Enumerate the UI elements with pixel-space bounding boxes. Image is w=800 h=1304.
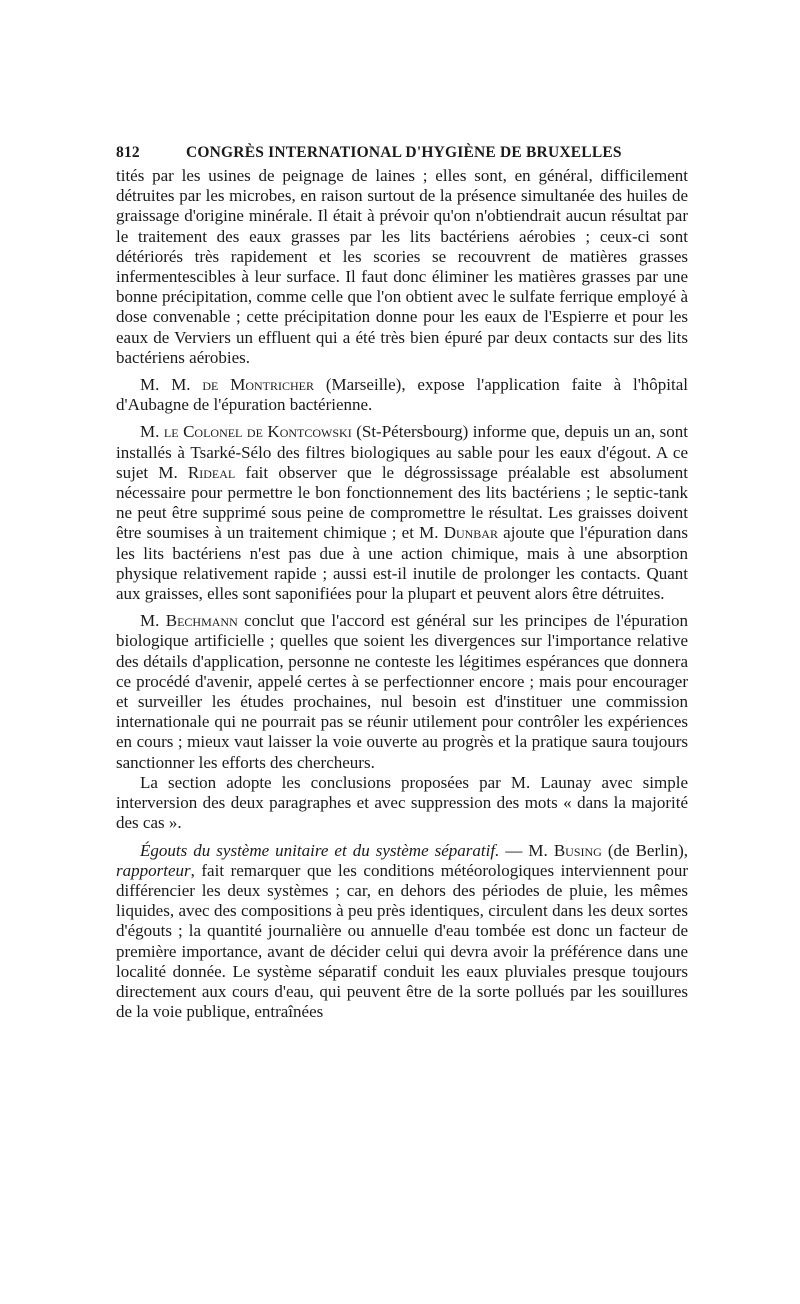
speaker-location: (de Berlin),: [601, 840, 688, 860]
speaker-role: rapporteur: [116, 860, 191, 880]
paragraph-montricher: [116, 375, 688, 415]
speaker-name: Busing: [553, 840, 602, 860]
speaker-name-rideal: Rideal: [187, 462, 236, 482]
paragraph-section-decision: La section adopte les conclusions proposées par M. Launay avec simple interversion des deux paragraphes et avec suppression des mots « dans la majorité des cas ».: [116, 772, 688, 833]
speaker-name-dunbar: Dunbar: [443, 523, 498, 543]
speaker-prefix: M.: [140, 422, 164, 442]
paragraph-bechmann: [116, 611, 688, 773]
paragraph-body-continued: fait observer que le dégrossissage préalable est absolument nécessaire pour permettre le bon fonctionnement des lits bactériens ; le septic-tank ne peut être supprimé sous peine de compromettre le résultat. Les graisses doivent être soumises à un traitement chimique ; et M.: [116, 462, 688, 543]
paragraph-body: , fait remarquer que les conditions météorologiques interviennent pour différencier les deux systèmes ; car, en dehors des périodes de pluie, les mêmes liquides, avec des compositions à peu près identiques, circulent dans les deux sortes d'égouts ; la quantité journalière ou annuelle d'eau tombée est donc un facteur de première importance, avant de décider celui qui devra avoir la préférence dans une localité donnée. Le système séparatif conduit les eaux pluviales presque toujours directement aux cours d'eau, qui peuvent être de la sorte pollués par les souillures de la voie publique, entraînées: [116, 860, 688, 1022]
speaker-name: de Montricher: [202, 375, 314, 395]
speaker-prefix: — M.: [499, 840, 554, 860]
paragraph-body-end: ajoute que l'épuration dans les lits bactériens n'est pas due à une action chimique, mais à une absorption physique relativement rapide ; aussi est-il inutile de prolonger les contacts. Quant aux graisses, elles sont saponifiées pour la plupart et peuvent alors être détruites.: [116, 523, 689, 604]
paragraph-body: (Marseille), expose l'application faite à l'hôpital d'Aubagne de l'épuration bactérienne.: [116, 375, 688, 415]
running-header: [116, 144, 688, 166]
page-number: 812: [116, 144, 140, 161]
book-page: [116, 144, 688, 1022]
paragraph-body: (St-Pétersbourg) informe que, depuis un an, sont installés à Tsarké-Sélo des filtres biologiques au sable pour les eaux d'égout. A ce sujet M.: [116, 422, 688, 482]
section-heading-italic: Égouts du système unitaire et du système séparatif.: [140, 840, 500, 860]
paragraph-continued-text: tités par les usines de peignage de laines ; elles sont, en général, difficilement détruites par les microbes, en raison surtout de la présence simultanée des huiles de graissage d'origine minérale. Il était à prévoir qu'on n'obtiendrait aucun résultat par le traitement des eaux grasses par les lits bactériens aérobies ; ceux-ci sont détériorés très rapidement et les scories se recouvrent de matières grasses infermentescibles à leur surface. Il faut donc éliminer les matières grasses par une bonne précipitation, comme celle que l'on obtient avec le sulfate ferrique employé à dose convenable ; cette précipitation donne pour les eaux de l'Espierre et pour les eaux de Verviers un effluent qui a été très bien épuré par deux contacts sur des lits bactériens aérobies.: [116, 166, 688, 367]
speaker-prefix: M. M.: [140, 375, 203, 395]
paragraph-egouts: [116, 841, 688, 1023]
paragraph-kontcowski: [116, 422, 688, 604]
speaker-prefix: M.: [140, 611, 166, 631]
speaker-name: Bechmann: [165, 611, 238, 631]
speaker-name: le Colonel de Kontcowski: [163, 422, 352, 442]
running-title: CONGRÈS INTERNATIONAL D'HYGIÈNE DE BRUXELLES: [186, 144, 622, 161]
paragraph-body: conclut que l'accord est général sur les principes de l'épuration biologique artificielle ; quelles que soient les divergences sur l'importance relative des détails d'application, personne ne conteste les légitimes espérances que donnera ce procédé d'avenir, appelé certes à se perfectionner encore ; mais pour encourager et surveiller les études prochaines, nul besoin est d'instituer une commission internationale qui ne pourrait pas se réunir utilement pour contrôler les expériences en cours ; mieux vaut laisser la voie ouverte au progrès et la pratique saura toujours sanctionner les efforts des chercheurs.: [116, 611, 688, 772]
